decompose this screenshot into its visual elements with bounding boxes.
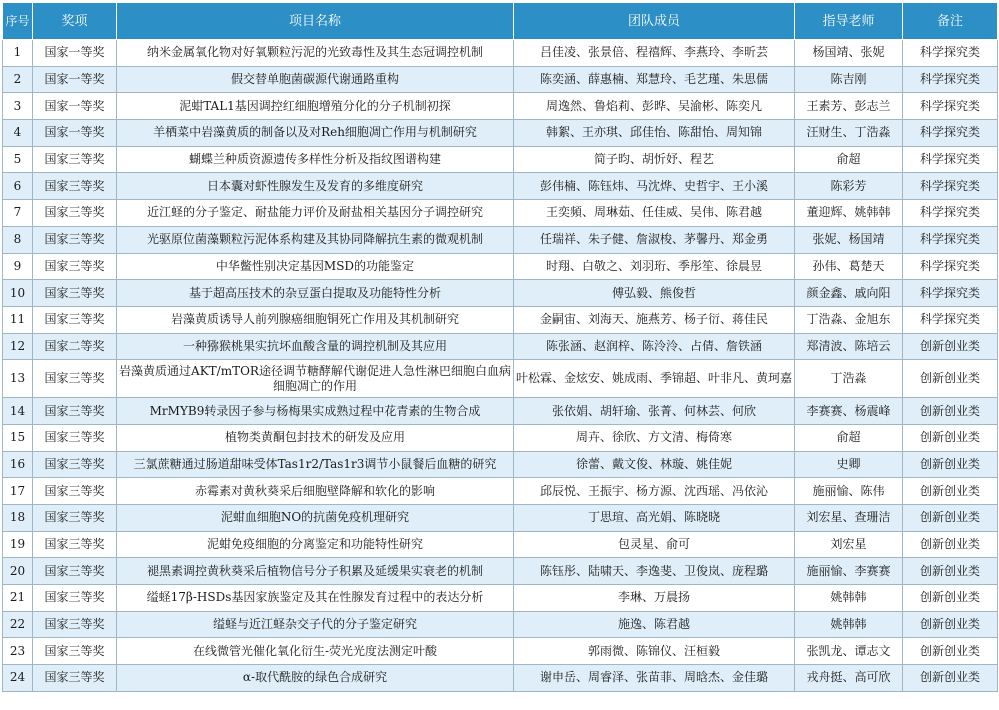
cell-project-name: 植物类黄酮包封技术的研发及应用 — [117, 424, 514, 451]
cell-seq: 8 — [3, 226, 33, 253]
cell-project-name: 纳米金属氧化物对好氧颗粒污泥的光致毒性及其生态冠调控机制 — [117, 40, 514, 67]
cell-remark: 科学探究类 — [903, 40, 998, 67]
cell-advisor: 孙伟、葛楚天 — [795, 253, 903, 280]
cell-team-members: 邱辰悦、王振宇、杨方源、沈西瑶、冯依沁 — [514, 478, 795, 505]
table-row — [3, 478, 998, 505]
cell-award: 国家三等奖 — [33, 398, 117, 425]
table-row — [3, 360, 998, 398]
cell-team-members: 李琳、万晨扬 — [514, 585, 795, 612]
cell-remark: 科学探究类 — [903, 173, 998, 200]
cell-advisor: 姚韩韩 — [795, 611, 903, 638]
table-row — [3, 531, 998, 558]
cell-advisor: 陈彩芳 — [795, 173, 903, 200]
table-row — [3, 451, 998, 478]
cell-seq: 2 — [3, 66, 33, 93]
cell-seq: 14 — [3, 398, 33, 425]
cell-remark: 创新创业类 — [903, 333, 998, 360]
cell-remark: 创新创业类 — [903, 424, 998, 451]
cell-remark: 科学探究类 — [903, 93, 998, 120]
table-row — [3, 611, 998, 638]
table-row — [3, 173, 998, 200]
cell-advisor: 颜金鑫、戚向阳 — [795, 280, 903, 307]
cell-remark: 科学探究类 — [903, 200, 998, 227]
cell-project-name: 在线微管光催化氧化衍生-荧光光度法测定叶酸 — [117, 638, 514, 665]
cell-seq: 17 — [3, 478, 33, 505]
cell-team-members: 金嗣宙、刘海天、施燕芳、杨子衍、蒋佳民 — [514, 306, 795, 333]
cell-team-members: 周逸然、鲁焰莉、彭晔、吴渝彬、陈奕凡 — [514, 93, 795, 120]
cell-award: 国家三等奖 — [33, 505, 117, 532]
cell-seq: 15 — [3, 424, 33, 451]
cell-seq: 4 — [3, 120, 33, 147]
cell-team-members: 吕佳凌、张景倍、程禧辉、李燕玲、李昕芸 — [514, 40, 795, 67]
cell-award: 国家三等奖 — [33, 424, 117, 451]
cell-remark: 科学探究类 — [903, 66, 998, 93]
cell-team-members: 王奕頻、周琳茹、任佳威、吴伟、陈君越 — [514, 200, 795, 227]
table-row — [3, 558, 998, 585]
cell-project-name: 近江蛏的分子鉴定、耐盐能力评价及耐盐相关基因分子调控研究 — [117, 200, 514, 227]
cell-team-members: 谢申岳、周睿泽、张苗菲、周晗杰、金佳璐 — [514, 665, 795, 692]
cell-remark: 科学探究类 — [903, 306, 998, 333]
cell-award: 国家一等奖 — [33, 40, 117, 67]
table-row — [3, 638, 998, 665]
cell-team-members: 彭伟楠、陈钰炜、马沈烨、史哲宇、王小溪 — [514, 173, 795, 200]
cell-seq: 13 — [3, 360, 33, 398]
cell-seq: 19 — [3, 531, 33, 558]
cell-remark: 科学探究类 — [903, 146, 998, 173]
cell-award: 国家三等奖 — [33, 638, 117, 665]
cell-advisor: 郑清波、陈培云 — [795, 333, 903, 360]
table-body — [3, 40, 998, 692]
cell-advisor: 汪财生、丁浩淼 — [795, 120, 903, 147]
cell-project-name: 褪黑素调控黄秋葵采后植物信号分子积累及延缓果实衰老的机制 — [117, 558, 514, 585]
cell-project-name: 羊栖菜中岩藻黄质的制备以及对Reh细胞凋亡作用与机制研究 — [117, 120, 514, 147]
cell-remark: 创新创业类 — [903, 638, 998, 665]
table-row — [3, 146, 998, 173]
cell-award: 国家一等奖 — [33, 93, 117, 120]
cell-remark: 创新创业类 — [903, 665, 998, 692]
cell-project-name: 假交替单胞菌碳源代谢通路重构 — [117, 66, 514, 93]
cell-seq: 20 — [3, 558, 33, 585]
cell-advisor: 董迎辉、姚韩韩 — [795, 200, 903, 227]
header-seq: 序号 — [3, 3, 33, 40]
cell-team-members: 徐蕾、戴文俊、林璇、姚佳妮 — [514, 451, 795, 478]
cell-award: 国家三等奖 — [33, 253, 117, 280]
cell-advisor: 丁浩淼 — [795, 360, 903, 398]
cell-advisor: 施丽愉、李赛赛 — [795, 558, 903, 585]
table-row — [3, 40, 998, 67]
cell-advisor: 姚韩韩 — [795, 585, 903, 612]
cell-seq: 6 — [3, 173, 33, 200]
cell-advisor: 李赛赛、杨震峰 — [795, 398, 903, 425]
table-row — [3, 333, 998, 360]
cell-advisor: 戎舟挺、高可欣 — [795, 665, 903, 692]
cell-award: 国家三等奖 — [33, 306, 117, 333]
table-row — [3, 253, 998, 280]
header-advisor: 指导老师 — [795, 3, 903, 40]
header-remark: 备注 — [903, 3, 998, 40]
header-team-members: 团队成员 — [514, 3, 795, 40]
cell-team-members: 时翔、白敬之、刘羽珩、季彤笙、徐晨昱 — [514, 253, 795, 280]
cell-award: 国家一等奖 — [33, 120, 117, 147]
cell-seq: 3 — [3, 93, 33, 120]
cell-remark: 科学探究类 — [903, 280, 998, 307]
cell-seq: 1 — [3, 40, 33, 67]
cell-project-name: 泥蚶血细胞NO的抗菌免疫机理研究 — [117, 505, 514, 532]
cell-award: 国家三等奖 — [33, 226, 117, 253]
cell-remark: 创新创业类 — [903, 451, 998, 478]
header-row — [3, 3, 998, 40]
cell-remark: 创新创业类 — [903, 398, 998, 425]
table-row — [3, 665, 998, 692]
cell-advisor: 刘宏星、查珊洁 — [795, 505, 903, 532]
cell-award: 国家三等奖 — [33, 531, 117, 558]
cell-project-name: 岩藻黄质通过AKT/mTOR途径调节糖酵解代谢促进人急性淋巴细胞白血病细胞凋亡的作用 — [117, 360, 514, 398]
cell-team-members: 丁思瑄、高光娟、陈晓晓 — [514, 505, 795, 532]
cell-team-members: 周卉、徐欣、方文清、梅倚寒 — [514, 424, 795, 451]
table-row — [3, 93, 998, 120]
cell-team-members: 陈奕涵、薛惠楠、郑慧玲、毛艺瑾、朱思儒 — [514, 66, 795, 93]
cell-remark: 科学探究类 — [903, 253, 998, 280]
cell-team-members: 张依娟、胡轩瑜、张菁、何林芸、何欣 — [514, 398, 795, 425]
cell-seq: 5 — [3, 146, 33, 173]
cell-remark: 科学探究类 — [903, 120, 998, 147]
table-row — [3, 200, 998, 227]
cell-seq: 18 — [3, 505, 33, 532]
cell-remark: 科学探究类 — [903, 226, 998, 253]
header-project-name: 项目名称 — [117, 3, 514, 40]
cell-seq: 22 — [3, 611, 33, 638]
cell-project-name: 岩藻黄质诱导人前列腺癌细胞铜死亡作用及其机制研究 — [117, 306, 514, 333]
cell-project-name: 三氯蔗糖通过肠道甜味受体Tas1r2/Tas1r3调节小鼠餐后血糖的研究 — [117, 451, 514, 478]
cell-project-name: MrMYB9转录因子参与杨梅果实成熟过程中花青素的生物合成 — [117, 398, 514, 425]
cell-award: 国家三等奖 — [33, 558, 117, 585]
cell-team-members: 傅弘毅、熊俊哲 — [514, 280, 795, 307]
cell-advisor: 俞超 — [795, 146, 903, 173]
cell-project-name: 泥蚶TAL1基因调控红细胞增殖分化的分子机制初探 — [117, 93, 514, 120]
cell-team-members: 陈钰彤、陆啸天、李逸斐、卫俊岚、庞程璐 — [514, 558, 795, 585]
cell-advisor: 施丽愉、陈伟 — [795, 478, 903, 505]
table-row — [3, 424, 998, 451]
cell-award: 国家三等奖 — [33, 200, 117, 227]
cell-award: 国家三等奖 — [33, 146, 117, 173]
cell-award: 国家三等奖 — [33, 173, 117, 200]
table-header — [3, 3, 998, 40]
cell-team-members: 陈张涵、赵润梓、陈泠泠、占倩、詹铁涵 — [514, 333, 795, 360]
cell-team-members: 韩絮、王亦琪、邱佳怡、陈甜怡、周知锦 — [514, 120, 795, 147]
cell-advisor: 刘宏星 — [795, 531, 903, 558]
cell-remark: 创新创业类 — [903, 505, 998, 532]
cell-project-name: 光驱原位菌藻颗粒污泥体系构建及其协同降解抗生素的微观机制 — [117, 226, 514, 253]
cell-remark: 创新创业类 — [903, 360, 998, 398]
cell-project-name: 基于超高压技术的杂豆蛋白提取及功能特性分析 — [117, 280, 514, 307]
cell-award: 国家三等奖 — [33, 360, 117, 398]
cell-seq: 11 — [3, 306, 33, 333]
cell-project-name: 赤霉素对黄秋葵采后细胞壁降解和软化的影响 — [117, 478, 514, 505]
cell-team-members: 施逸、陈君越 — [514, 611, 795, 638]
cell-advisor: 丁浩淼、金旭东 — [795, 306, 903, 333]
table-row — [3, 120, 998, 147]
cell-seq: 10 — [3, 280, 33, 307]
cell-award: 国家二等奖 — [33, 333, 117, 360]
cell-remark: 创新创业类 — [903, 478, 998, 505]
cell-project-name: 蝴蝶兰种质资源遗传多样性分析及指纹图谱构建 — [117, 146, 514, 173]
cell-award: 国家三等奖 — [33, 280, 117, 307]
cell-advisor: 陈吉刚 — [795, 66, 903, 93]
cell-award: 国家三等奖 — [33, 665, 117, 692]
cell-remark: 创新创业类 — [903, 531, 998, 558]
table-row — [3, 585, 998, 612]
cell-advisor: 杨国靖、张妮 — [795, 40, 903, 67]
cell-project-name: 中华鳖性别决定基因MSD的功能鉴定 — [117, 253, 514, 280]
cell-advisor: 王素芳、彭志兰 — [795, 93, 903, 120]
cell-team-members: 简子昀、胡忻妤、程艺 — [514, 146, 795, 173]
cell-project-name: 缢蛏17β-HSDs基因家族鉴定及其在性腺发育过程中的表达分析 — [117, 585, 514, 612]
table-row — [3, 306, 998, 333]
cell-award: 国家三等奖 — [33, 585, 117, 612]
cell-project-name: 日本囊对虾性腺发生及发育的多维度研究 — [117, 173, 514, 200]
table-row — [3, 66, 998, 93]
table-row — [3, 226, 998, 253]
cell-remark: 创新创业类 — [903, 558, 998, 585]
header-award: 奖项 — [33, 3, 117, 40]
cell-award: 国家三等奖 — [33, 478, 117, 505]
cell-advisor: 张妮、杨国靖 — [795, 226, 903, 253]
table-row — [3, 398, 998, 425]
cell-remark: 创新创业类 — [903, 611, 998, 638]
cell-award: 国家三等奖 — [33, 611, 117, 638]
table-row — [3, 280, 998, 307]
cell-team-members: 任瑞祥、朱子健、詹淑梭、茅馨丹、郑金勇 — [514, 226, 795, 253]
cell-seq: 7 — [3, 200, 33, 227]
cell-seq: 12 — [3, 333, 33, 360]
cell-seq: 21 — [3, 585, 33, 612]
cell-team-members: 郭雨微、陈锦仪、汪桓毅 — [514, 638, 795, 665]
cell-advisor: 俞超 — [795, 424, 903, 451]
cell-seq: 9 — [3, 253, 33, 280]
cell-advisor: 史卿 — [795, 451, 903, 478]
cell-seq: 16 — [3, 451, 33, 478]
cell-remark: 创新创业类 — [903, 585, 998, 612]
cell-project-name: 泥蚶免疫细胞的分离鉴定和功能特性研究 — [117, 531, 514, 558]
table-row — [3, 505, 998, 532]
cell-seq: 23 — [3, 638, 33, 665]
awards-table — [2, 2, 998, 692]
cell-project-name: 一种猕猴桃果实抗坏血酸含量的调控机制及其应用 — [117, 333, 514, 360]
cell-team-members: 包灵星、俞可 — [514, 531, 795, 558]
cell-seq: 24 — [3, 665, 33, 692]
cell-award: 国家三等奖 — [33, 451, 117, 478]
cell-project-name: 缢蛏与近江蛏杂交子代的分子鉴定研究 — [117, 611, 514, 638]
cell-project-name: α-取代酰胺的绿色合成研究 — [117, 665, 514, 692]
cell-team-members: 叶松霖、金炫安、姚成雨、季锦超、叶非凡、黄珂嘉 — [514, 360, 795, 398]
cell-award: 国家一等奖 — [33, 66, 117, 93]
cell-advisor: 张凯龙、谭志文 — [795, 638, 903, 665]
